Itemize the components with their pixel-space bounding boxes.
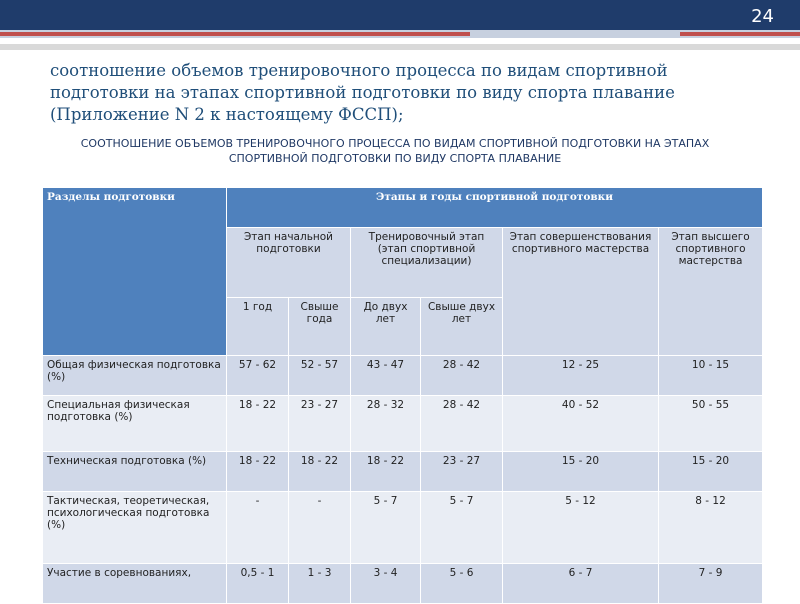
red-stripe-right [680, 32, 800, 36]
header-stage-training: Тренировочный этап (этап спортивной специализации) [351, 228, 503, 298]
cell: 18 - 22 [227, 396, 289, 452]
header-year-1: 1 год [227, 298, 289, 356]
header-stages: Этапы и годы спортивной подготовки [227, 188, 763, 228]
table-caption: СООТНОШЕНИЕ ОБЪЕМОВ ТРЕНИРОВОЧНОГО ПРОЦЕССА ПО ВИДАМ СПОРТИВНОЙ ПОДГОТОВКИ НА ЭТАПАХ СПОРТИВНОЙ ПОДГОТОВКИ ПО ВИДУ СПОРТА ПЛАВАНИЕ [80, 137, 710, 165]
cell: 50 - 55 [659, 396, 763, 452]
cell: 5 - 7 [351, 492, 421, 564]
row-name: Общая физическая подготовка (%) [43, 356, 227, 396]
training-ratio-table [42, 187, 763, 604]
cell: 5 - 12 [503, 492, 659, 564]
row-name: Специальная физическая подготовка (%) [43, 396, 227, 452]
slide-heading: соотношение объемов тренировочного процесса по видам спортивной подготовки на этапах спортивной подготовки по виду спорта плавание (Приложение N 2 к настоящему ФССП); [50, 61, 675, 124]
cell: - [227, 492, 289, 564]
cell: - [289, 492, 351, 564]
cell: 15 - 20 [659, 452, 763, 492]
header-stage-highest: Этап высшего спортивного мастерства [659, 228, 763, 356]
header-sections: Разделы подготовки [43, 188, 227, 356]
cell: 18 - 22 [227, 452, 289, 492]
cell: 12 - 25 [503, 356, 659, 396]
cell: 40 - 52 [503, 396, 659, 452]
table-row [43, 564, 763, 604]
cell: 43 - 47 [351, 356, 421, 396]
cell: 28 - 32 [351, 396, 421, 452]
row-name: Участие в соревнованиях, [43, 564, 227, 604]
cell: 23 - 27 [421, 452, 503, 492]
header-stage-improvement: Этап совершенствования спортивного мастерства [503, 228, 659, 356]
cell: 7 - 9 [659, 564, 763, 604]
cell: 3 - 4 [351, 564, 421, 604]
cell: 28 - 42 [421, 356, 503, 396]
row-name: Техническая подготовка (%) [43, 452, 227, 492]
cell: 23 - 27 [289, 396, 351, 452]
table-row [43, 452, 763, 492]
cell: 52 - 57 [289, 356, 351, 396]
cell: 18 - 22 [351, 452, 421, 492]
red-stripe-left [0, 32, 470, 36]
cell: 57 - 62 [227, 356, 289, 396]
table-row [43, 492, 763, 564]
cell: 10 - 15 [659, 356, 763, 396]
header-stage-initial: Этап начальной подготовки [227, 228, 351, 298]
cell: 8 - 12 [659, 492, 763, 564]
header-year-over-2: Свыше двух лет [421, 298, 503, 356]
cell: 15 - 20 [503, 452, 659, 492]
table-row [43, 356, 763, 396]
cell: 5 - 6 [421, 564, 503, 604]
cell: 18 - 22 [289, 452, 351, 492]
header-year-over-1: Свыше года [289, 298, 351, 356]
row-name: Тактическая, теоретическая, психологическая подготовка (%) [43, 492, 227, 564]
top-band [0, 0, 800, 30]
grey-stripe [0, 44, 800, 50]
cell: 5 - 7 [421, 492, 503, 564]
cell: 1 - 3 [289, 564, 351, 604]
slide-number: 24 [751, 6, 774, 27]
cell: 6 - 7 [503, 564, 659, 604]
cell: 0,5 - 1 [227, 564, 289, 604]
header-year-upto-2: До двух лет [351, 298, 421, 356]
table-row [43, 396, 763, 452]
cell: 28 - 42 [421, 396, 503, 452]
